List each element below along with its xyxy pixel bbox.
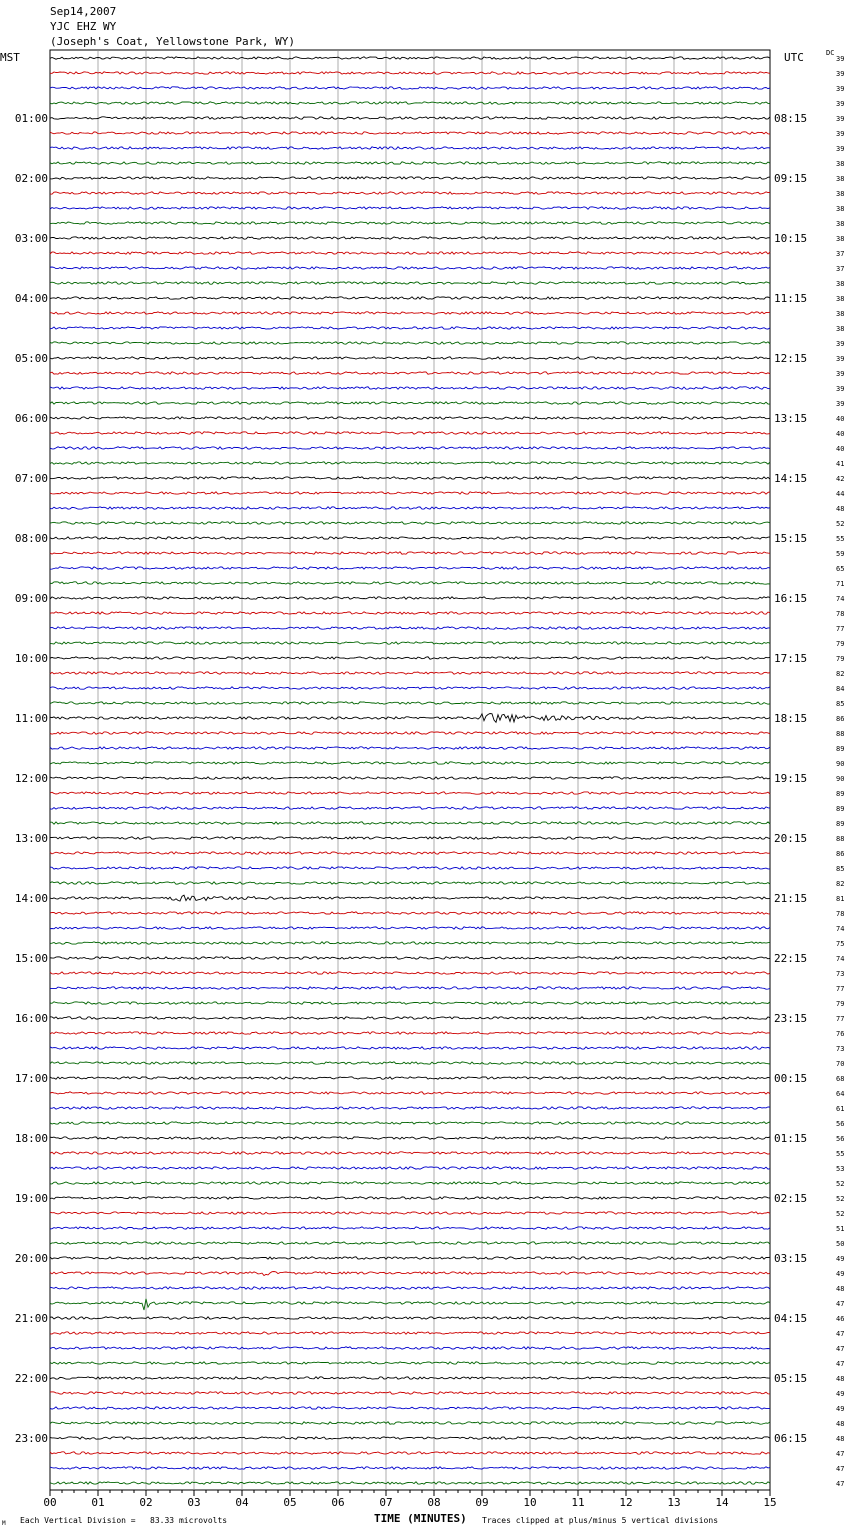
- x-tick-label: 11: [571, 1496, 585, 1509]
- dc-value: 85: [836, 700, 845, 708]
- trace-row: [50, 1017, 770, 1019]
- trace-row: [50, 1242, 770, 1244]
- trace-row: [50, 1092, 770, 1094]
- dc-value: 44: [836, 490, 845, 498]
- dc-value: 55: [836, 1150, 845, 1158]
- header-location: (Joseph's Coat, Yellowstone Park, WY): [50, 35, 296, 48]
- x-tick-label: 01: [91, 1496, 105, 1509]
- left-hour-label: 11:00: [14, 712, 48, 725]
- trace-row: [50, 537, 770, 539]
- trace-row: [50, 357, 770, 359]
- dc-value: 39: [836, 115, 845, 123]
- dc-value: 38: [836, 175, 845, 183]
- trace-row: [50, 567, 770, 569]
- trace-row: [50, 297, 770, 299]
- dc-value: 52: [836, 1210, 845, 1218]
- trace-row: [50, 792, 770, 794]
- dc-value: 89: [836, 805, 845, 813]
- dc-value: 49: [836, 1270, 845, 1278]
- trace-row: [50, 747, 770, 749]
- trace-row: [50, 162, 770, 164]
- trace-row: [50, 477, 770, 479]
- x-axis-title: TIME (MINUTES): [374, 1512, 467, 1525]
- dc-value: 79: [836, 640, 845, 648]
- dc-value: 46: [836, 1315, 845, 1323]
- dc-value: 61: [836, 1105, 845, 1113]
- dc-value: 88: [836, 835, 845, 843]
- left-hour-label: 06:00: [14, 412, 48, 425]
- trace-row: [50, 1107, 770, 1109]
- trace-row: [50, 57, 770, 59]
- dc-value: 76: [836, 1030, 845, 1038]
- dc-value: 40: [836, 430, 845, 438]
- dc-value: 81: [836, 895, 845, 903]
- right-hour-label: 22:15: [774, 952, 808, 965]
- right-hour-label: 19:15: [774, 772, 808, 785]
- left-hour-label: 03:00: [14, 232, 48, 245]
- trace-row: [50, 1032, 770, 1034]
- dc-value: 77: [836, 1015, 845, 1023]
- dc-value: 82: [836, 880, 845, 888]
- trace-row: [50, 895, 770, 901]
- trace-row: [50, 1377, 770, 1379]
- trace-row: [50, 147, 770, 149]
- corner-mark: M: [2, 1520, 6, 1527]
- trace-row: [50, 597, 770, 599]
- trace-row: [50, 1227, 770, 1229]
- dc-value: 73: [836, 970, 845, 978]
- trace-row: [50, 417, 770, 419]
- left-hour-label: 13:00: [14, 832, 48, 845]
- trace-row: [50, 1452, 770, 1454]
- trace-row: [50, 1299, 770, 1310]
- left-hour-label: 10:00: [14, 652, 48, 665]
- trace-row: [50, 117, 770, 119]
- dc-value: 47: [836, 1330, 845, 1338]
- trace-row: [50, 582, 770, 584]
- trace-row: [50, 822, 770, 824]
- trace-row: [50, 1077, 770, 1079]
- trace-row: [50, 882, 770, 884]
- dc-value: 48: [836, 1375, 845, 1383]
- right-hour-label: 15:15: [774, 532, 808, 545]
- x-tick-label: 07: [379, 1496, 393, 1509]
- trace-row: [50, 657, 770, 659]
- trace-row: [50, 1482, 770, 1484]
- trace-row: [50, 1002, 770, 1004]
- trace-row: [50, 402, 770, 404]
- dc-value: 38: [836, 190, 845, 198]
- trace-row: [50, 627, 770, 629]
- trace-row: [50, 702, 770, 704]
- trace-row: [50, 237, 770, 239]
- dc-value: 74: [836, 925, 845, 933]
- dc-value: 64: [836, 1090, 845, 1098]
- trace-row: [50, 672, 770, 674]
- trace-row: [50, 462, 770, 464]
- dc-value: 39: [836, 385, 845, 393]
- dc-value: 48: [836, 1435, 845, 1443]
- dc-value: 50: [836, 1240, 845, 1248]
- trace-row: [50, 1467, 770, 1469]
- left-hour-label: 15:00: [14, 952, 48, 965]
- trace-row: [50, 342, 770, 344]
- dc-value: 55: [836, 535, 845, 543]
- trace-row: [50, 867, 770, 869]
- dc-value: 38: [836, 160, 845, 168]
- right-hour-label: 00:15: [774, 1072, 808, 1085]
- trace-row: [50, 1197, 770, 1199]
- trace-row: [50, 1062, 770, 1064]
- x-tick-label: 10: [523, 1496, 537, 1509]
- x-tick-label: 03: [187, 1496, 201, 1509]
- left-hour-label: 02:00: [14, 172, 48, 185]
- dc-value: 41: [836, 460, 845, 468]
- dc-value: 75: [836, 940, 845, 948]
- dc-value: 39: [836, 55, 845, 63]
- right-hour-label: 11:15: [774, 292, 808, 305]
- trace-row: [50, 1167, 770, 1169]
- left-hour-label: 12:00: [14, 772, 48, 785]
- dc-value: 52: [836, 1180, 845, 1188]
- left-timezone-label: MST: [0, 51, 20, 64]
- dc-value: 88: [836, 730, 845, 738]
- dc-value: 49: [836, 1405, 845, 1413]
- dc-value: 56: [836, 1135, 845, 1143]
- trace-row: [50, 777, 770, 779]
- dc-value: 53: [836, 1165, 845, 1173]
- trace-row: [50, 207, 770, 209]
- dc-value: 39: [836, 85, 845, 93]
- right-hour-label: 20:15: [774, 832, 808, 845]
- dc-value: 37: [836, 250, 845, 258]
- dc-value: 49: [836, 1390, 845, 1398]
- dc-value: 48: [836, 1420, 845, 1428]
- dc-value: 89: [836, 745, 845, 753]
- right-hour-label: 14:15: [774, 472, 808, 485]
- dc-value: 39: [836, 400, 845, 408]
- x-tick-label: 06: [331, 1496, 345, 1509]
- dc-value: 90: [836, 775, 845, 783]
- dc-value: 85: [836, 865, 845, 873]
- dc-value: 39: [836, 355, 845, 363]
- trace-row: [50, 447, 770, 449]
- trace-row: [50, 1272, 770, 1276]
- trace-row: [50, 492, 770, 494]
- trace-row: [50, 1392, 770, 1394]
- dc-value: 52: [836, 520, 845, 528]
- trace-row: [50, 912, 770, 914]
- trace-row: [50, 1182, 770, 1184]
- x-tick-label: 09: [475, 1496, 489, 1509]
- trace-row: [50, 762, 770, 764]
- x-tick-label: 08: [427, 1496, 441, 1509]
- dc-value: 39: [836, 145, 845, 153]
- right-hour-label: 17:15: [774, 652, 808, 665]
- dc-value: 38: [836, 310, 845, 318]
- dc-value: 68: [836, 1075, 845, 1083]
- dc-value: 77: [836, 625, 845, 633]
- header-station: YJC EHZ WY: [50, 20, 117, 33]
- left-hour-label: 17:00: [14, 1072, 48, 1085]
- left-hour-label: 04:00: [14, 292, 48, 305]
- trace-row: [50, 72, 770, 74]
- dc-value: 89: [836, 820, 845, 828]
- dc-value: 37: [836, 265, 845, 273]
- trace-row: [50, 507, 770, 509]
- trace-row: [50, 1212, 770, 1214]
- trace-row: [50, 1422, 770, 1424]
- dc-value: 47: [836, 1465, 845, 1473]
- right-hour-label: 10:15: [774, 232, 808, 245]
- x-tick-label: 02: [139, 1496, 153, 1509]
- dc-value: 38: [836, 280, 845, 288]
- trace-row: [50, 807, 770, 809]
- trace-row: [50, 1137, 770, 1139]
- left-hour-label: 18:00: [14, 1132, 48, 1145]
- dc-value: 49: [836, 1255, 845, 1263]
- trace-row: [50, 132, 770, 134]
- left-hour-label: 07:00: [14, 472, 48, 485]
- dc-value: 38: [836, 220, 845, 228]
- left-hour-label: 09:00: [14, 592, 48, 605]
- trace-row: [50, 1257, 770, 1259]
- trace-row: [50, 102, 770, 104]
- right-hour-label: 21:15: [774, 892, 808, 905]
- dc-value: 39: [836, 70, 845, 78]
- dc-value: 39: [836, 130, 845, 138]
- dc-value: 47: [836, 1450, 845, 1458]
- dc-value: 86: [836, 715, 845, 723]
- dc-value: 71: [836, 580, 845, 588]
- left-hour-label: 05:00: [14, 352, 48, 365]
- right-hour-label: 05:15: [774, 1372, 808, 1385]
- left-hour-label: 20:00: [14, 1252, 48, 1265]
- dc-value: 40: [836, 415, 845, 423]
- dc-value: 79: [836, 655, 845, 663]
- dc-value: 39: [836, 100, 845, 108]
- x-tick-label: 04: [235, 1496, 249, 1509]
- x-tick-label: 15: [763, 1496, 777, 1509]
- trace-row: [50, 87, 770, 89]
- dc-value: 39: [836, 340, 845, 348]
- dc-value: 86: [836, 850, 845, 858]
- x-tick-label: 12: [619, 1496, 633, 1509]
- scale-note: Each Vertical Division = 83.33 microvolts: [20, 1516, 228, 1525]
- trace-row: [50, 312, 770, 314]
- dc-value: 89: [836, 790, 845, 798]
- right-hour-label: 16:15: [774, 592, 808, 605]
- trace-row: [50, 1332, 770, 1334]
- dc-value: 39: [836, 370, 845, 378]
- dc-value: 84: [836, 685, 845, 693]
- right-hour-label: 23:15: [774, 1012, 808, 1025]
- trace-row: [50, 552, 770, 554]
- trace-row: [50, 927, 770, 929]
- right-hour-label: 03:15: [774, 1252, 808, 1265]
- dc-value: 38: [836, 235, 845, 243]
- dc-value: 59: [836, 550, 845, 558]
- dc-value: 79: [836, 1000, 845, 1008]
- right-hour-label: 08:15: [774, 112, 808, 125]
- dc-value: 56: [836, 1120, 845, 1128]
- left-hour-label: 01:00: [14, 112, 48, 125]
- dc-value: 74: [836, 955, 845, 963]
- left-hour-label: 19:00: [14, 1192, 48, 1205]
- dc-value: 40: [836, 445, 845, 453]
- left-hour-label: 22:00: [14, 1372, 48, 1385]
- trace-row: [50, 1362, 770, 1364]
- trace-row: [50, 1317, 770, 1319]
- x-tick-label: 14: [715, 1496, 729, 1509]
- trace-row: [50, 942, 770, 944]
- dc-value: 90: [836, 760, 845, 768]
- right-hour-label: 18:15: [774, 712, 808, 725]
- dc-label: DC: [826, 49, 835, 57]
- x-tick-label: 13: [667, 1496, 681, 1509]
- left-hour-label: 14:00: [14, 892, 48, 905]
- right-hour-label: 04:15: [774, 1312, 808, 1325]
- trace-row: [50, 432, 770, 434]
- trace-row: [50, 732, 770, 734]
- left-hour-label: 08:00: [14, 532, 48, 545]
- dc-value: 48: [836, 1285, 845, 1293]
- trace-row: [50, 327, 770, 329]
- trace-row: [50, 372, 770, 374]
- left-hour-label: 16:00: [14, 1012, 48, 1025]
- dc-value: 70: [836, 1060, 845, 1068]
- dc-value: 47: [836, 1300, 845, 1308]
- right-hour-label: 01:15: [774, 1132, 808, 1145]
- dc-value: 51: [836, 1225, 845, 1233]
- trace-row: [50, 222, 770, 224]
- dc-value: 38: [836, 295, 845, 303]
- right-hour-label: 13:15: [774, 412, 808, 425]
- trace-row: [50, 1437, 770, 1439]
- dc-value: 52: [836, 1195, 845, 1203]
- dc-value: 47: [836, 1345, 845, 1353]
- dc-value: 38: [836, 205, 845, 213]
- dc-value: 78: [836, 910, 845, 918]
- dc-value: 38: [836, 325, 845, 333]
- trace-row: [50, 1152, 770, 1154]
- trace-row: [50, 1047, 770, 1049]
- trace-row: [50, 714, 770, 723]
- trace-row: [50, 642, 770, 644]
- dc-value: 65: [836, 565, 845, 573]
- dc-value: 47: [836, 1480, 845, 1488]
- trace-row: [50, 852, 770, 854]
- trace-row: [50, 177, 770, 179]
- trace-row: [50, 612, 770, 614]
- trace-row: [50, 1287, 770, 1289]
- trace-row: [50, 1407, 770, 1409]
- trace-row: [50, 987, 770, 989]
- right-hour-label: 09:15: [774, 172, 808, 185]
- header-date: Sep14,2007: [50, 5, 117, 18]
- dc-value: 42: [836, 475, 845, 483]
- trace-row: [50, 522, 770, 524]
- dc-value: 74: [836, 595, 845, 603]
- left-hour-label: 23:00: [14, 1432, 48, 1445]
- trace-row: [50, 687, 770, 689]
- trace-row: [50, 387, 770, 389]
- dc-value: 73: [836, 1045, 845, 1053]
- x-tick-label: 00: [43, 1496, 57, 1509]
- dc-value: 77: [836, 985, 845, 993]
- trace-row: [50, 267, 770, 269]
- x-tick-label: 05: [283, 1496, 297, 1509]
- right-hour-label: 12:15: [774, 352, 808, 365]
- dc-value: 48: [836, 505, 845, 513]
- trace-row: [50, 1347, 770, 1349]
- trace-row: [50, 252, 770, 254]
- right-timezone-label: UTC: [784, 51, 804, 64]
- dc-value: 82: [836, 670, 845, 678]
- trace-row: [50, 192, 770, 194]
- trace-row: [50, 282, 770, 284]
- right-hour-label: 06:15: [774, 1432, 808, 1445]
- dc-value: 78: [836, 610, 845, 618]
- trace-row: [50, 972, 770, 974]
- dc-value: 47: [836, 1360, 845, 1368]
- left-hour-label: 21:00: [14, 1312, 48, 1325]
- clip-note: Traces clipped at plus/minus 5 vertical divisions: [482, 1516, 719, 1525]
- trace-row: [50, 1122, 770, 1124]
- trace-row: [50, 957, 770, 959]
- trace-row: [50, 837, 770, 839]
- right-hour-label: 02:15: [774, 1192, 808, 1205]
